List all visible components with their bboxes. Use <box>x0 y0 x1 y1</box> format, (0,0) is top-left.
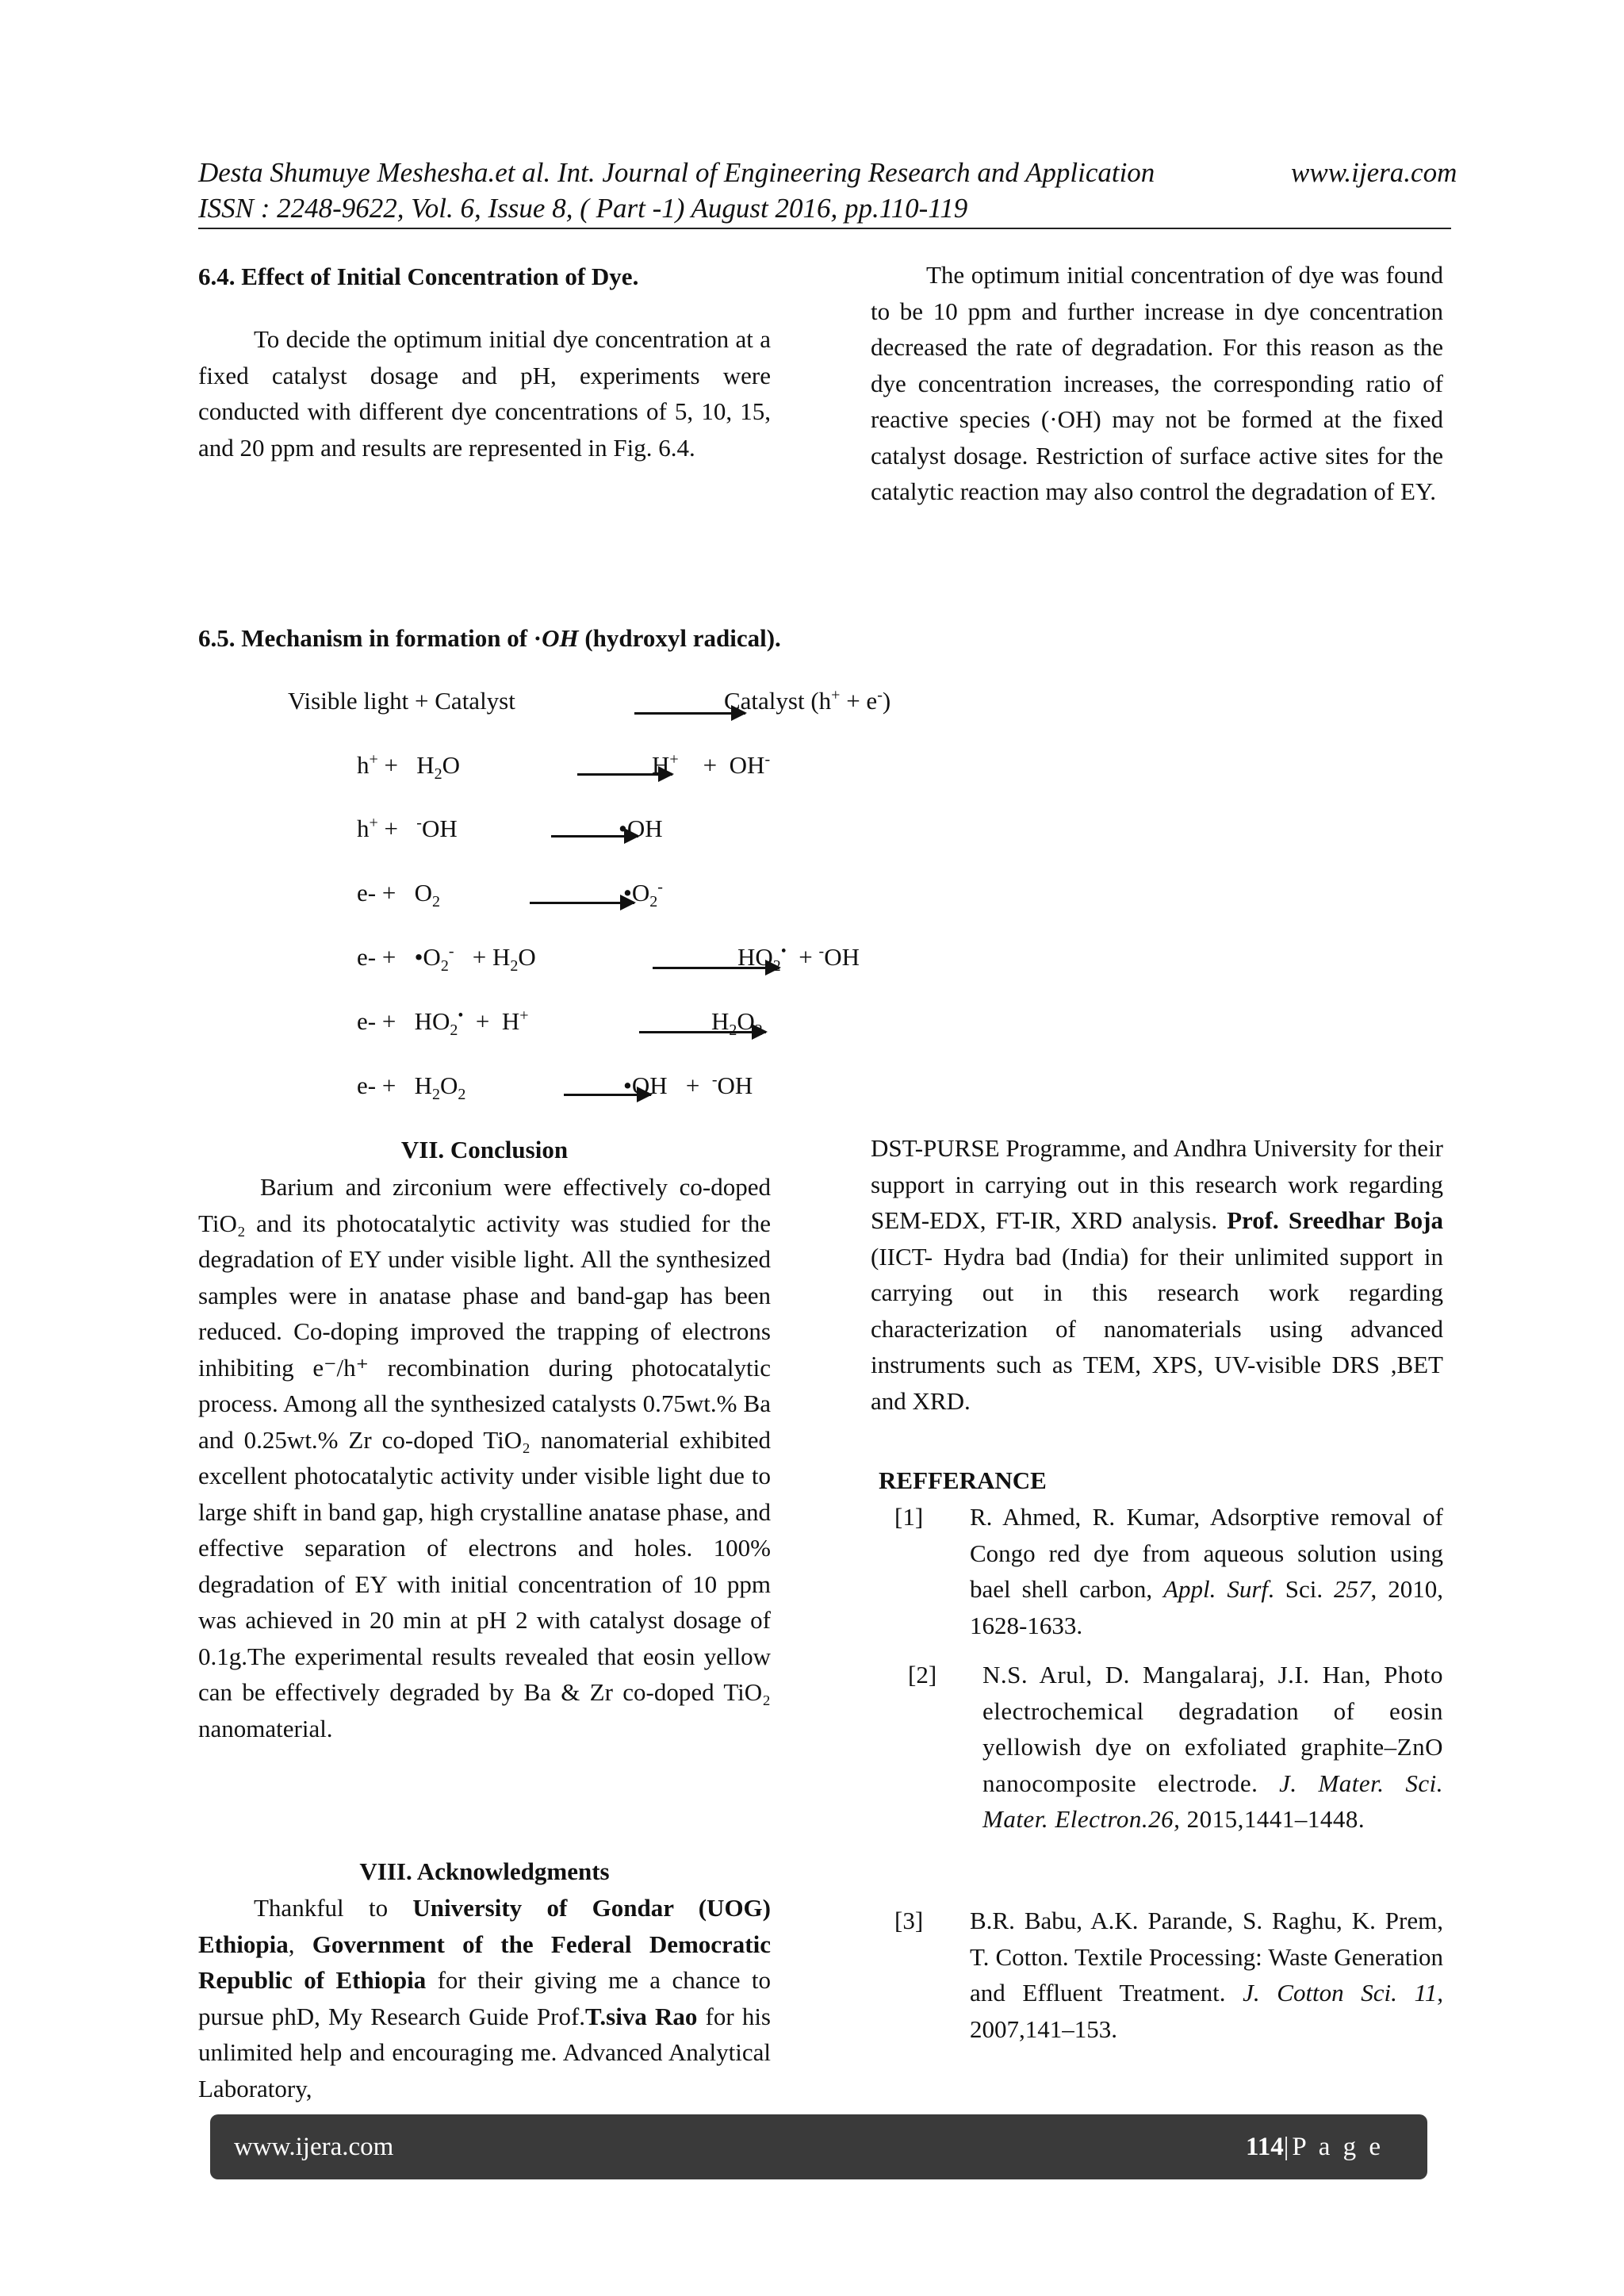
reference-2-authors: N.S. Arul, D. Mangalaraj, J.I. Han, Photo electrochemical degradation of eosin yellowish dye on exfoliated graphite–ZnO nanocomposite electrode. <box>982 1661 1443 1797</box>
ack-professor: Prof. Sreedhar Boja <box>1227 1206 1443 1234</box>
reference-1-number: [1] <box>894 1503 924 1531</box>
running-header-issn: ISSN : 2248-9622, Vol. 6, Issue 8, ( Part -1) August 2016, pp.110-119 <box>198 193 968 224</box>
header-rule <box>198 228 1451 229</box>
reference-2-number: [2] <box>908 1661 937 1688</box>
ack-text: for their giving me a chance to pursue phD, My Research Guide Prof. <box>198 1966 771 2030</box>
equation-1-reactants: Visible light + Catalyst <box>288 687 515 715</box>
reference-3-text <box>970 1903 1443 2047</box>
section-6-4-right-paragraph: The optimum initial concentration of dye was found to be 10 ppm and further increase in dye concentration decreased the rate of degradation. For this reason as the dye concentration increases, the corresponding ratio of reactive species (·OH) may not be formed at the fixed catalyst dosage. Restriction of surface active sites for the catalytic reaction may also control the degradation of EY. <box>871 261 1443 505</box>
section-6-5-heading <box>198 620 781 657</box>
reference-1-pages: , 2010, 1628-1633. <box>970 1575 1443 1639</box>
equation-2-products: H+ + OH- <box>652 750 771 779</box>
ack-text: for his unlimited help and encouraging me. Advanced Analytical Laboratory, <box>198 2002 771 2102</box>
conclusion-heading: VII. Conclusion <box>400 1136 569 1163</box>
equation-6-reactants: $e- + HO_2^• + H^+$ <box>357 1006 529 1040</box>
reference-3-journal: J. Cotton Sci. 11, <box>1243 1979 1443 2007</box>
page-number <box>1246 2129 1384 2165</box>
acknowledgments-heading: VIII. Acknowledgments <box>359 1857 610 1885</box>
ack-government: Government of the Federal Democratic Republic of Ethiopia <box>198 1930 772 1994</box>
running-header-site[interactable]: www.ijera.com <box>1291 157 1457 188</box>
reference-2 <box>908 1657 1443 1838</box>
section-6-4-right-body <box>871 257 1443 510</box>
reference-1-text <box>970 1499 1443 1643</box>
reference-2-text <box>982 1657 1443 1838</box>
ack-university: University of Gondar (UOG) Ethiopia <box>198 1894 771 1958</box>
acknowledgments-body <box>198 1890 771 2106</box>
conclusion-paragraph: Barium and zirconium were effectively co-doped TiO₂ and its photocatalytic activity was studied for the degradation of EY under visible light. All the synthesized samples were in anatase phase and band-gap has been reduced. Co-doping improved the trapping of electrons inhibiting e⁻/h⁺ recombination during photocatalytic process. Among all the synthesized catalysts 0.75wt.% Ba and 0.25wt.% Zr co-doped TiO₂ nanomaterial exhibited excellent photocatalytic activity under visible light due to large shift in band gap, high crystalline anatase phase, and effective separation of electrons and holes. 100% degradation of EY with initial concentration of 10 ppm was achieved in 20 min at pH 2 with catalyst dosage of 0.1g.The experimental results revealed that eosin yellow can be effectively degraded by Ba & Zr co-doped TiO₂ nanomaterial. <box>198 1173 771 1742</box>
equation-1-products: Catalyst (h+ + e-) <box>724 686 891 715</box>
reference-3-authors: B.R. Babu, A.K. Parande, S. Raghu, K. Prem, T. Cotton. Textile Processing: Waste Generation and Effluent Treatment. <box>970 1907 1443 2007</box>
reference-1-mid: . Sci. <box>1268 1575 1335 1603</box>
reference-2-journal: J. Mater. Sci. Mater. Electron.26, <box>982 1769 1443 1833</box>
ack-text: (IICT- Hydra bad (India) for their unlimited support in carrying out in this research work regarding characterization of nanomaterials using advanced instruments such as TEM, XPS, UV-visible DRS ,BET and XRD. <box>871 1242 1443 1415</box>
section-6-5-heading-symbol: OH <box>542 624 579 652</box>
page-number-value: 114 <box>1246 2133 1284 2161</box>
running-header-journal: Desta Shumuye Meshesha.et al. Int. Journal of Engineering Research and Application <box>198 157 1155 188</box>
reference-1-volume: 257 <box>1334 1575 1371 1603</box>
equation-5-products: $HO_2^• + ^-OH$ <box>737 942 860 976</box>
acknowledgments-paragraph <box>198 1890 771 2106</box>
equation-4-reactants: $e- + O_2$ <box>357 879 440 911</box>
equation-2-reactants: $h^+ + H_2O$ <box>357 750 461 784</box>
page-label: |P a g e <box>1283 2133 1384 2161</box>
ack-text: DST-PURSE Programme, and Andhra University for their support in carrying out in this research work regarding SEM-EDX, FT-IR, XRD analysis. <box>871 1134 1443 1234</box>
equation-6-products: $H_2O_2$ <box>711 1007 763 1040</box>
acknowledgments-continued <box>871 1130 1443 1419</box>
reference-3-pages: 2007,141–153. <box>970 2014 1117 2043</box>
reference-3-number: [3] <box>894 1907 924 1934</box>
equation-3-reactants: h+ + -OH <box>357 814 458 842</box>
ack-text: , <box>288 1930 312 1958</box>
reaction-arrow-icon <box>530 902 634 904</box>
equation-7-products: •OH + -OH <box>623 1071 753 1099</box>
reference-1-journal: Appl. Surf <box>1163 1575 1269 1603</box>
section-6-4-heading: 6.4. Effect of Initial Concentration of Dye. <box>198 263 639 290</box>
section-6-5-heading-suffix: (hydroxyl radical). <box>578 624 781 652</box>
reference-2-pages: 2015,1441–1448. <box>1180 1805 1365 1833</box>
reference-1 <box>894 1499 1443 1643</box>
reference-3 <box>894 1903 1443 2047</box>
footer-url[interactable]: www.ijera.com <box>234 2133 394 2161</box>
equation-3-products: •OH <box>619 815 663 842</box>
section-6-4-body <box>198 321 771 466</box>
acknowledgments-continued-paragraph <box>871 1130 1443 1419</box>
footer-bar <box>210 2114 1427 2179</box>
section-6-4-paragraph: To decide the optimum initial dye concentration at a fixed catalyst dosage and pH, experiments were conducted with different dye concentrations of 5, 10, 15, and 20 ppm and results are represented in Fig. 6.4. <box>198 325 771 462</box>
section-6-5-heading-prefix: 6.5. Mechanism in formation of · <box>198 624 542 652</box>
equation-4-products: $•O_2^-$ <box>623 878 663 911</box>
conclusion-body <box>198 1169 771 1746</box>
ack-text: Thankful to <box>254 1894 413 1922</box>
equation-7-reactants: $e- + H_2O_2$ <box>357 1071 466 1104</box>
equation-5-reactants: $e- + •O_2^- + H_2O$ <box>357 942 536 976</box>
references-heading: REFFERANCE <box>879 1466 1047 1494</box>
reference-1-authors: R. Ahmed, R. Kumar, Adsorptive removal of Congo red dye from aqueous solution using bael shell carbon, <box>970 1503 1443 1603</box>
ack-guide-name: T.siva Rao <box>585 2002 698 2030</box>
